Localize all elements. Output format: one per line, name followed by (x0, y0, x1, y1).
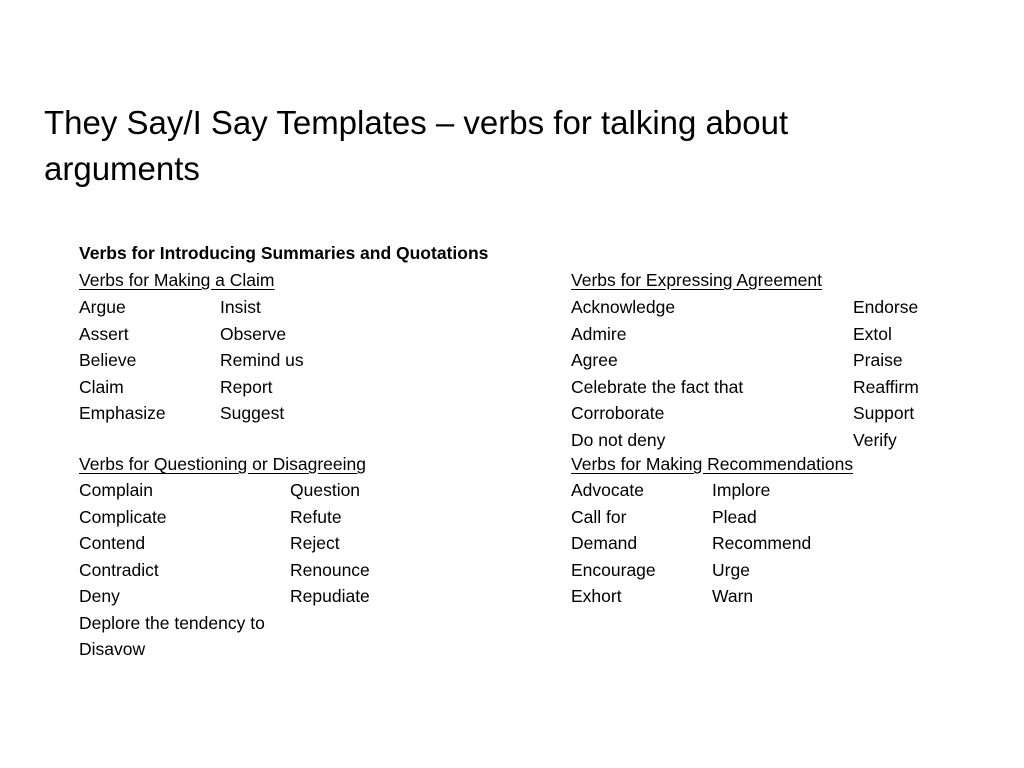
questioning-verbs-col2 (290, 477, 370, 610)
slide-title: They Say/I Say Templates – verbs for talking about arguments (44, 104, 789, 187)
list-item: Observe (220, 323, 287, 344)
list-item: Plead (712, 506, 757, 527)
claim-heading: Verbs for Making a Claim (79, 270, 275, 290)
agreement-heading: Verbs for Expressing Agreement (571, 270, 822, 290)
list-item: Verify (853, 429, 897, 450)
list-item: Complicate (79, 506, 167, 527)
list-item: Do not deny (571, 429, 666, 450)
agreement-verbs-col2 (853, 294, 919, 453)
list-item: Repudiate (290, 586, 370, 606)
list-item: Celebrate the fact that (571, 376, 744, 397)
list-item: Report (220, 376, 273, 397)
list-item: Argue (79, 297, 126, 317)
list-item: Implore (712, 480, 771, 500)
list-item: Question (290, 480, 361, 500)
list-item: Advocate (571, 480, 644, 500)
list-item: Praise (853, 350, 903, 370)
list-item: Recommend (712, 533, 812, 553)
list-item: Deplore the tendency to (79, 612, 265, 633)
list-item: Call for (571, 506, 627, 527)
list-item: Deny (79, 586, 120, 606)
list-item: Insist (220, 297, 261, 317)
list-item: Urge (712, 559, 750, 580)
list-item: Acknowledge (571, 297, 676, 317)
list-item: Reaffirm (853, 376, 919, 397)
list-item: Refute (290, 506, 342, 527)
recommendations-verbs-col1 (571, 477, 656, 610)
list-item: Suggest (220, 403, 285, 423)
list-item: Encourage (571, 559, 656, 580)
agreement-verbs-col1 (571, 294, 743, 453)
questioning-heading: Verbs for Questioning or Disagreeing (79, 454, 366, 474)
list-item: Claim (79, 376, 124, 397)
recommendations-verbs-col2 (712, 477, 811, 610)
list-item: Disavow (79, 639, 146, 659)
list-item: Corroborate (571, 403, 665, 423)
list-item: Renounce (290, 559, 370, 580)
list-item: Endorse (853, 297, 919, 317)
main-heading: Verbs for Introducing Summaries and Quotations (79, 243, 489, 263)
list-item: Complain (79, 480, 153, 500)
claim-verbs-col2 (220, 294, 304, 427)
list-item: Support (853, 403, 915, 423)
list-item: Extol (853, 323, 892, 344)
list-item: Admire (571, 323, 627, 344)
list-item: Believe (79, 350, 137, 370)
list-item: Reject (290, 533, 340, 553)
recommendations-heading: Verbs for Making Recommendations (571, 454, 854, 474)
list-item: Warn (712, 586, 754, 606)
list-item: Contradict (79, 559, 159, 580)
claim-verbs-col1 (79, 294, 166, 427)
list-item: Remind us (220, 350, 304, 370)
list-item: Emphasize (79, 403, 166, 423)
list-item: Contend (79, 533, 146, 553)
list-item: Assert (79, 323, 129, 344)
questioning-verbs-col1 (79, 477, 265, 663)
list-item: Demand (571, 533, 638, 553)
list-item: Agree (571, 350, 618, 370)
list-item: Exhort (571, 586, 622, 606)
